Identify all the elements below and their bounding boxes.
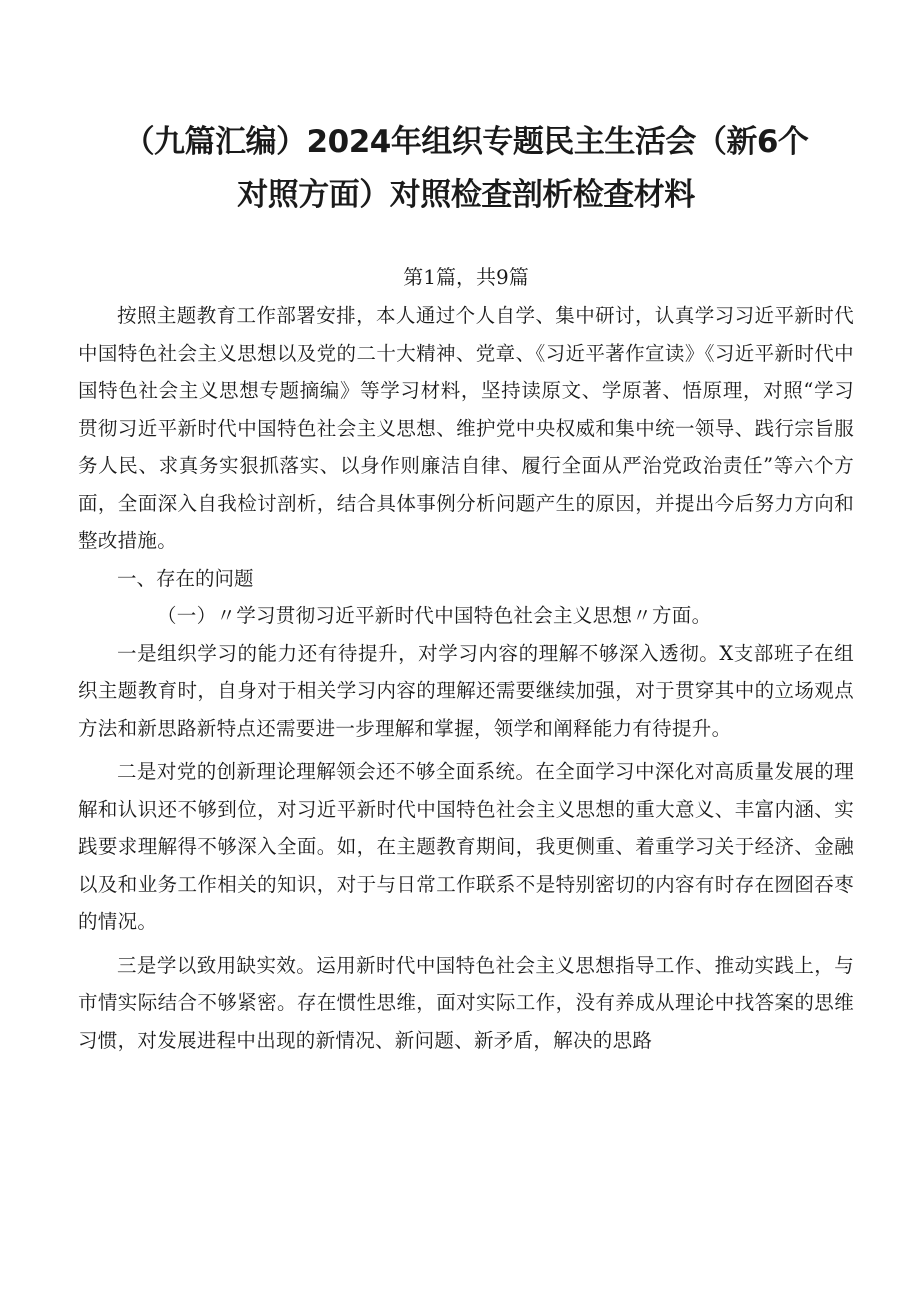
- intro-paragraph: 按照主题教育工作部署安排，本人通过个人自学、集中研讨，认真学习习近平新时代中国特色社会主义思想以及党的二十大精神、党章、《习近平著作宣读》《习近平新时代中国特色社会主义思想专题摘编》等学习材料，坚持读原文、学原著、悟原理，对照“学习贯彻习近平新时代中国特色社会主义思想、维护党中央权威和集中统一领导、践行宗旨服务人民、求真务实狠抓落实、以身作则廉洁自律、履行全面从严治党政治责任”等六个方面，全面深入自我检讨剖析，结合具体事例分析问题产生的原因，并提出今后努力方向和整改措施。: [78, 304, 854, 552]
- document-body: [78, 297, 854, 1059]
- subsection-heading-1: （一）〃学习贯彻习近平新时代中国特色社会主义思想〃方面。: [157, 604, 712, 627]
- part-indicator: 第1篇，共9篇: [403, 265, 529, 289]
- section-heading-problems: 一、存在的问题: [117, 566, 254, 590]
- problem-point-3: 三是学以致用缺实效。运用新时代中国特色社会主义思想指导工作、推动实践上，与市情实际结合不够紧密。存在惯性思维，面对实际工作，没有养成从理论中找答案的思维习惯，对发展进程中出现的新情况、新问题、新矛盾，解决的思路: [78, 953, 854, 1052]
- problem-point-1: 一是组织学习的能力还有待提升，对学习内容的理解不够深入透彻。X支部班子在组织主题教育时，自身对于相关学习内容的理解还需要继续加强，对于贯穿其中的立场观点方法和新思路新特点还需要进一步理解和掌握，领学和阐释能力有待提升。: [78, 641, 854, 740]
- title-line-2: 对照方面）对照检查剖析检查材料: [237, 177, 695, 213]
- title-line-1: （九篇汇编）2024年组织专题民主生活会（新6个: [123, 124, 809, 160]
- problem-point-2: 二是对党的创新理论理解领会还不够全面系统。在全面学习中深化对高质量发展的理解和认识还不够到位，对习近平新时代中国特色社会主义思想的重大意义、丰富内涵、实践要求理解得不够深入全面。如，在主题教育期间，我更侧重、着重学习关于经济、金融以及和业务工作相关的知识，对于与日常工作联系不是特别密切的内容有时存在囫囵吞枣的情况。: [78, 760, 854, 933]
- document-title: [78, 116, 854, 222]
